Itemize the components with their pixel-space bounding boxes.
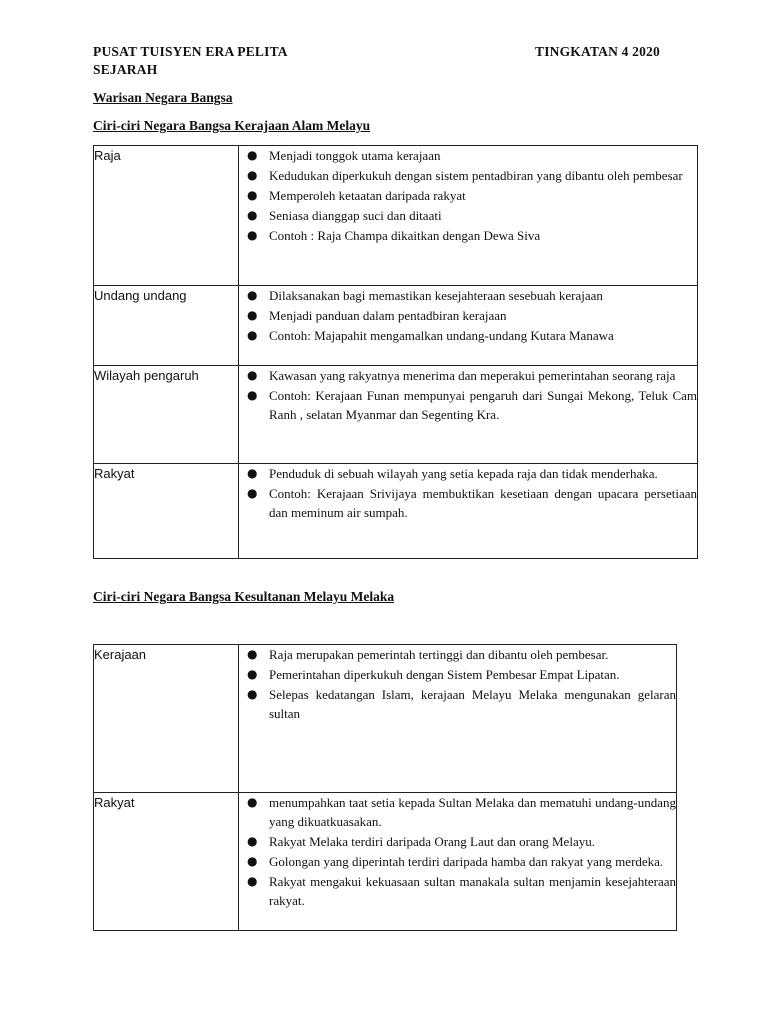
bullet-dot-icon: ● — [247, 168, 258, 182]
list-item — [239, 206, 697, 225]
bullet-list — [239, 146, 697, 245]
row-label: Rakyat — [94, 793, 239, 931]
list-item — [239, 832, 676, 851]
section2-heading: Ciri-ciri Negara Bangsa Kesultanan Melayu Melaka — [93, 589, 395, 604]
list-item-text: Seniasa dianggap suci dan ditaati — [269, 208, 442, 223]
row-label: Wilayah pengaruh — [94, 366, 239, 464]
list-item-text: Contoh : Raja Champa dikaitkan dengan Dewa Siva — [269, 228, 541, 243]
list-item — [239, 685, 676, 723]
list-item-text: Penduduk di sebuah wilayah yang setia kepada raja dan tidak menderhaka. — [269, 466, 658, 481]
list-item — [239, 286, 697, 305]
list-item — [239, 306, 697, 325]
bullet-dot-icon: ● — [247, 148, 258, 162]
list-item — [239, 464, 697, 483]
bullet-dot-icon: ● — [247, 368, 258, 382]
table-row — [94, 366, 698, 464]
bullet-dot-icon: ● — [247, 466, 258, 480]
school-name: PUSAT TUISYEN ERA PELITA — [93, 44, 288, 59]
bullet-dot-icon: ● — [247, 687, 258, 701]
table-row — [94, 793, 677, 931]
list-item-text: menumpahkan taat setia kepada Sultan Melaka dan mematuhi undang-undang yang dikuatkuasakan. — [269, 795, 676, 829]
bullet-dot-icon: ● — [247, 667, 258, 681]
bullet-dot-icon: ● — [247, 486, 258, 500]
list-item — [239, 872, 676, 910]
subject-name: SEJARAH — [93, 62, 158, 77]
bullet-list — [239, 464, 697, 522]
list-item-text: Contoh: Kerajaan Srivijaya membuktikan kesetiaan dengan upacara persetiaan dan meminum air sumpah. — [269, 486, 697, 520]
bullet-dot-icon: ● — [247, 308, 258, 322]
list-item-text: Pemerintahan diperkukuh dengan Sistem Pembesar Empat Lipatan. — [269, 667, 620, 682]
list-item — [239, 386, 697, 424]
bullet-dot-icon: ● — [247, 228, 258, 242]
list-item-text: Menjadi panduan dalam pentadbiran kerajaan — [269, 308, 507, 323]
list-item-text: Contoh: Kerajaan Funan mempunyai pengaruh dari Sungai Mekong, Teluk Cam Ranh , selatan Myanmar dan Segenting Kra. — [269, 388, 697, 422]
bullet-dot-icon: ● — [247, 874, 258, 888]
table-kerajaan-alam-melayu — [93, 145, 698, 559]
bullet-dot-icon: ● — [247, 288, 258, 302]
row-content — [239, 286, 698, 366]
table-row — [94, 286, 698, 366]
bullet-list — [239, 793, 676, 910]
list-item — [239, 226, 697, 245]
row-label: Kerajaan — [94, 645, 239, 793]
table-row — [94, 464, 698, 559]
list-item — [239, 484, 697, 522]
list-item-text: Menjadi tonggok utama kerajaan — [269, 148, 441, 163]
bullet-dot-icon: ● — [247, 795, 258, 809]
list-item — [239, 186, 697, 205]
list-item — [239, 146, 697, 165]
bullet-list — [239, 645, 676, 723]
row-content — [239, 366, 698, 464]
table-kesultanan-melaka — [93, 644, 677, 931]
list-item — [239, 665, 676, 684]
list-item — [239, 645, 676, 664]
bullet-dot-icon: ● — [247, 854, 258, 868]
row-content — [239, 793, 677, 931]
row-label: Rakyat — [94, 464, 239, 559]
list-item-text: Kedudukan diperkukuh dengan sistem pentadbiran yang dibantu oleh pembesar — [269, 168, 683, 183]
row-label: Raja — [94, 146, 239, 286]
bullet-dot-icon: ● — [247, 328, 258, 342]
list-item — [239, 326, 697, 345]
list-item — [239, 166, 697, 185]
form-level: TINGKATAN 4 2020 — [535, 44, 660, 59]
list-item-text: Rakyat Melaka terdiri daripada Orang Laut dan orang Melayu. — [269, 834, 595, 849]
list-item-text: Kawasan yang rakyatnya menerima dan meperakui pemerintahan seorang raja — [269, 368, 676, 383]
row-content — [239, 146, 698, 286]
row-label: Undang undang — [94, 286, 239, 366]
list-item — [239, 852, 676, 871]
list-item-text: Golongan yang diperintah terdiri daripada hamba dan rakyat yang merdeka. — [269, 854, 664, 869]
bullet-dot-icon: ● — [247, 208, 258, 222]
list-item-text: Dilaksanakan bagi memastikan kesejahteraan sesebuah kerajaan — [269, 288, 603, 303]
list-item-text: Selepas kedatangan Islam, kerajaan Melayu Melaka mengunakan gelaran sultan — [269, 687, 676, 721]
bullet-dot-icon: ● — [247, 647, 258, 661]
bullet-dot-icon: ● — [247, 388, 258, 402]
row-content — [239, 645, 677, 793]
list-item — [239, 793, 676, 831]
row-content — [239, 464, 698, 559]
list-item-text: Raja merupakan pemerintah tertinggi dan dibantu oleh pembesar. — [269, 647, 609, 662]
list-item-text: Contoh: Majapahit mengamalkan undang-undang Kutara Manawa — [269, 328, 614, 343]
bullet-list — [239, 286, 697, 345]
list-item-text: Memperoleh ketaatan daripada rakyat — [269, 188, 466, 203]
bullet-dot-icon: ● — [247, 834, 258, 848]
table-row — [94, 146, 698, 286]
main-heading: Warisan Negara Bangsa — [93, 90, 233, 105]
bullet-list — [239, 366, 697, 424]
table-row — [94, 645, 677, 793]
list-item — [239, 366, 697, 385]
section1-heading: Ciri-ciri Negara Bangsa Kerajaan Alam Melayu — [93, 118, 371, 133]
bullet-dot-icon: ● — [247, 188, 258, 202]
list-item-text: Rakyat mengakui kekuasaan sultan manakala sultan menjamin kesejahteraan rakyat. — [269, 874, 676, 908]
